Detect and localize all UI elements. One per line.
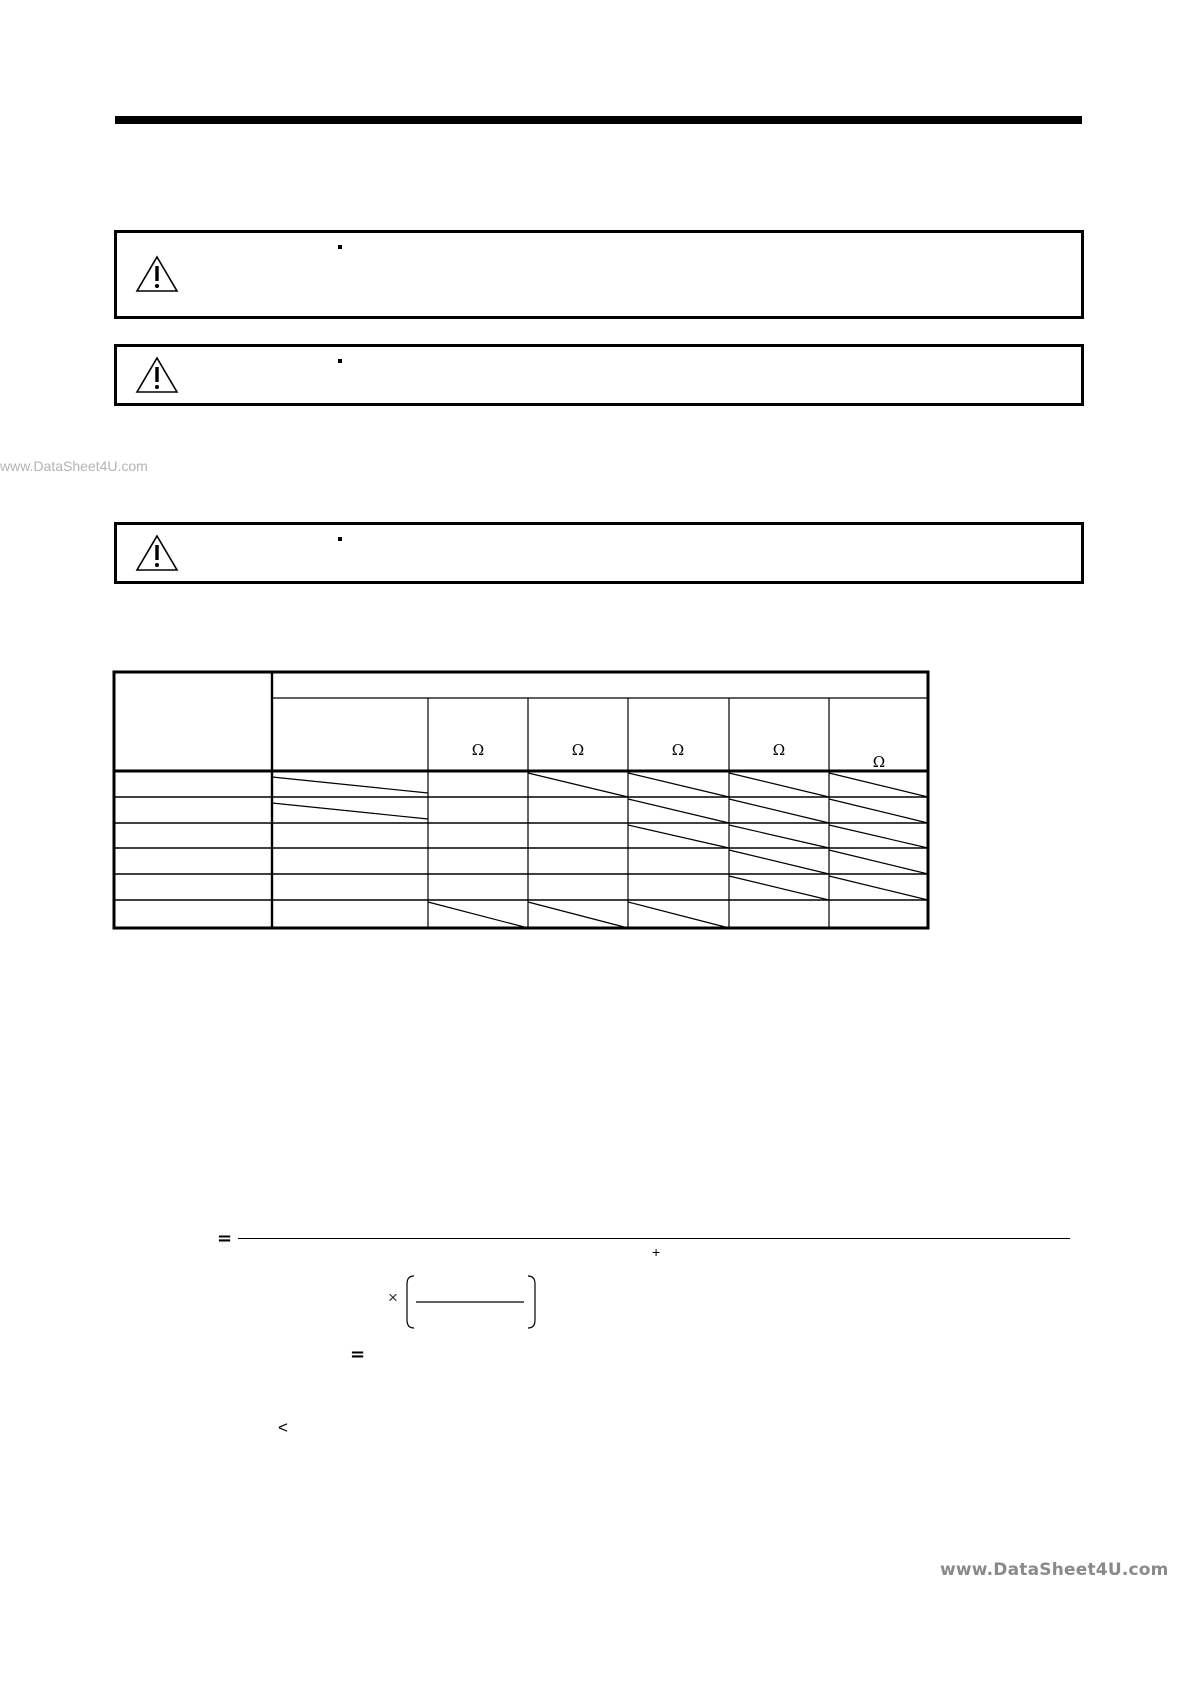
table-border: [114, 672, 928, 928]
fraction-bar: [238, 1238, 1070, 1239]
caution-box-2: [114, 344, 1084, 406]
marker-dot: [338, 359, 342, 363]
formula-equals: =: [217, 1228, 233, 1249]
formula-plus: +: [652, 1244, 661, 1260]
caution-box-3: [114, 522, 1084, 584]
unit-label-ohm: Ω: [671, 741, 685, 759]
resistor-table: [112, 670, 932, 930]
marker-dot: [338, 245, 342, 249]
warning-triangle-icon: [135, 255, 179, 293]
marker-dot: [338, 537, 342, 541]
unit-label-ohm: Ω: [772, 741, 786, 759]
warning-triangle-icon: [135, 534, 179, 572]
formula-less-than: <: [278, 1418, 288, 1437]
watermark-left: www.DataSheet4U.com: [0, 458, 148, 474]
caution-box-1: [114, 230, 1084, 319]
header-rule: [115, 116, 1082, 124]
formula-times: ×: [388, 1288, 398, 1307]
unit-label-ohm: Ω: [872, 753, 886, 771]
formula-equals-2: =: [350, 1344, 366, 1365]
watermark-footer: www.DataSheet4U.com: [940, 1560, 1169, 1580]
bracketed-fraction: [404, 1272, 538, 1332]
warning-triangle-icon: [135, 356, 179, 394]
unit-label-ohm: Ω: [571, 741, 585, 759]
unit-label-ohm: Ω: [471, 741, 485, 759]
